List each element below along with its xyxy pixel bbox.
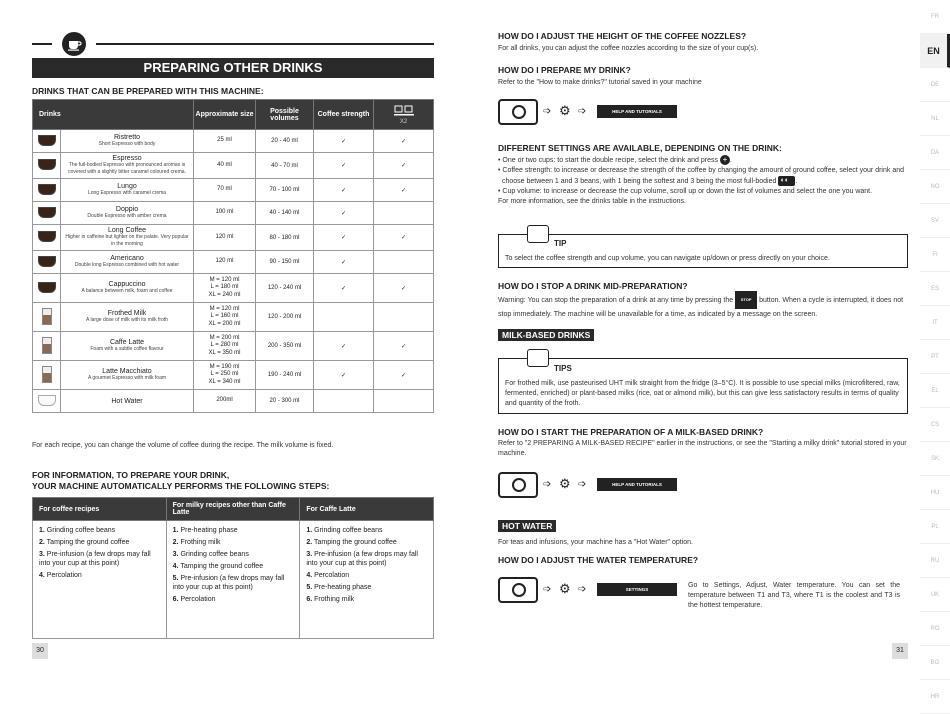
milk-question: HOW DO I START THE PREPARATION OF A MILK-BASED DRINK?	[498, 427, 764, 437]
list-item: 2. Frothing milk	[172, 539, 221, 546]
lang-tab-bg[interactable]: BG	[920, 646, 950, 680]
list-item: 2. Tamping the ground coffee	[306, 539, 397, 546]
drink-strength: ✓	[314, 274, 374, 303]
steps-col-header: For coffee recipes	[33, 498, 167, 521]
drink-strength	[314, 303, 374, 332]
step-text: Grinding coffee beans	[180, 551, 249, 558]
bullet-cups-text: One or two cups: to start the double recipe, select the drink and press	[502, 156, 718, 164]
drink-size: M = 120 ml L = 160 ml XL = 200 ml	[194, 303, 256, 332]
list-item: 1. Grinding coffee beans	[306, 527, 383, 534]
drink-x2	[374, 303, 434, 332]
drink-desc: Double long Espresso combined with hot water	[74, 262, 180, 268]
drink-size: 120 ml	[194, 225, 256, 251]
step-text: Pre-heating phase	[180, 527, 238, 534]
settings-button[interactable]: SETTINGS	[597, 583, 677, 596]
tip-label: TIP	[554, 239, 567, 248]
lang-tab-uk[interactable]: UK	[920, 578, 950, 612]
drink-size: 70 ml	[194, 179, 256, 202]
list-item: 3. Pre-infusion (a few drops may fall into your cup at this point)	[39, 551, 151, 567]
drink-strength: ✓	[314, 153, 374, 179]
drink-desc: A balance between milk, foam and coffee	[81, 288, 173, 294]
step-text: Grinding coffee beans	[314, 527, 383, 534]
lang-tab-en[interactable]: EN	[920, 34, 950, 68]
page-number-left: 30	[32, 643, 48, 659]
help-tutorials-button-2[interactable]: HELP AND TUTORIALS	[597, 478, 677, 491]
drink-strength: ✓	[314, 179, 374, 202]
drink-volumes: 70 - 100 ml	[256, 179, 314, 202]
arrow-right-icon: ➩	[543, 479, 552, 490]
drink-desc: The full-bodied Espresso with pronounced aromas is covered with a slightly bitter caramel coloured crema.	[68, 162, 186, 175]
list-item: 3. Pre-infusion (a few drops may fall into your cup at this point)	[306, 551, 418, 567]
tips-box	[498, 358, 908, 414]
header-rule-right	[96, 43, 434, 45]
drink-volumes: 90 - 150 ml	[256, 251, 314, 274]
drink-strength	[314, 390, 374, 413]
drink-name: Hot Water	[111, 397, 143, 405]
settings-question: DIFFERENT SETTINGS ARE AVAILABLE, DEPENDING ON THE DRINK:	[498, 143, 782, 153]
drink-size: 100 ml	[194, 202, 256, 225]
step-text: Percolation	[180, 596, 216, 603]
speech-bubble-icon	[527, 225, 549, 243]
step-text: Pre-heating phase	[314, 584, 372, 591]
drink-x2: ✓	[374, 225, 434, 251]
drink-name: Cappuccino	[108, 281, 146, 288]
step-text: Frothing milk	[314, 596, 355, 603]
touch-screen-icon	[498, 99, 538, 125]
drink-desc: Foam with a subtle coffee flavour	[90, 346, 164, 352]
list-item: 5. Pre-heating phase	[306, 584, 372, 591]
drink-strength: ✓	[314, 225, 374, 251]
drink-cup-icon	[33, 225, 61, 251]
table-row	[33, 202, 434, 225]
list-item: 1. Grinding coffee beans	[39, 527, 116, 534]
hot-water-text: For teas and infusions, your machine has a "Hot Water" option.	[498, 539, 693, 546]
tip-text: To select the coffee strength and cup volume, you can navigate up/down or press directly on your choice.	[505, 255, 830, 262]
steps-col-header: For Caffe Latte	[300, 498, 434, 521]
lang-tab-pl[interactable]: PL	[920, 510, 950, 544]
list-item: 4. Percolation	[39, 572, 82, 579]
drink-size: 25 ml	[194, 130, 256, 153]
step-text: Pre-infusion (a few drops may fall into your cup at this point)	[39, 551, 151, 567]
gear-icon: ⚙	[559, 581, 571, 596]
x2-label: X2	[399, 118, 408, 125]
drink-name: Frothed Milk	[107, 310, 147, 317]
drink-cup-icon	[33, 274, 61, 303]
step-text: Tamping the ground coffee	[313, 539, 397, 546]
tips-label: TIPS	[554, 364, 572, 373]
list-item: 4. Percolation	[306, 572, 350, 579]
drink-desc: Higher in caffeine but lighter on the palate. Very popular in the morning	[65, 234, 189, 247]
drink-size: M = 190 ml L = 250 ml XL = 340 ml	[194, 361, 256, 390]
drinks-heading: DRINKS THAT CAN BE PREPARED WITH THIS MACHINE:	[32, 86, 264, 96]
arrow-right-icon: ➩	[578, 584, 587, 595]
col-drinks: Drinks	[33, 100, 194, 130]
col-x2	[374, 100, 434, 130]
table-row	[33, 303, 434, 332]
col-volumes: Possible volumes	[256, 100, 314, 130]
drink-strength: ✓	[314, 251, 374, 274]
drink-cup-icon	[33, 130, 61, 153]
drink-size: M = 120 ml L = 180 ml XL = 240 ml	[194, 274, 256, 303]
col-strength: Coffee strength	[314, 100, 374, 130]
lang-tab-sv[interactable]: SV	[920, 204, 950, 238]
drink-volumes: 190 - 240 ml	[256, 361, 314, 390]
lang-tab-hr[interactable]: HR	[920, 680, 950, 714]
step-text: Pre-infusion (a few drops may fall into your cup at this point)	[172, 575, 285, 591]
col-size: Approximate size	[194, 100, 256, 130]
step-text: Frothing milk	[180, 539, 221, 546]
list-item: 6. Frothing milk	[306, 596, 355, 603]
lang-tab-no[interactable]: NO	[920, 170, 950, 204]
drink-x2	[374, 390, 434, 413]
drink-name: Americano	[110, 255, 144, 262]
header-rule-left	[32, 43, 52, 45]
speech-bubble-icon	[527, 349, 549, 367]
milk-answer: Refer to "2 PREPARING A MILK-BASED RECIPE" earlier in the instructions, or see the "Starting a milky drink" tutorial stored in your machine.	[498, 440, 907, 457]
drink-desc: A gourmet Espresso with milk foam	[87, 375, 167, 381]
temp-answer: Go to Settings, Adjust, Water temperature. You can set the temperature between T1 and T3, where T1 is the coolest and T3 is the hottest temperature.	[688, 582, 900, 609]
lang-tab-de[interactable]: DE	[920, 68, 950, 102]
step-text: Percolation	[314, 572, 350, 579]
lang-tab-fr[interactable]: FR	[920, 0, 950, 34]
settings-nav-row	[498, 577, 658, 603]
drink-name: Espresso	[112, 155, 142, 162]
help-nav-row	[498, 99, 678, 125]
drink-name: Ristretto	[113, 134, 141, 141]
drink-volumes: 200 - 350 ml	[256, 332, 314, 361]
arrow-right-icon: ➩	[578, 479, 587, 490]
lang-tab-es[interactable]: ES	[920, 272, 950, 306]
steps-col	[166, 521, 300, 639]
steps-table	[32, 497, 434, 639]
lang-tab-nl[interactable]: NL	[920, 102, 950, 136]
drink-x2: ✓	[374, 130, 434, 153]
steps-heading-2: YOUR MACHINE AUTOMATICALLY PERFORMS THE FOLLOWING STEPS:	[32, 481, 330, 491]
stop-answer-post: button. When a cycle is interrupted, it does not stop immediately. The machine will be unavailable for a time, as indicated by a message on the screen.	[498, 296, 904, 318]
stop-answer-pre: Warning: You can stop the preparation of a drink at any time by pressing the	[498, 296, 734, 304]
drink-cup-icon	[33, 361, 61, 390]
drink-name: Latte Macchiato	[102, 368, 152, 375]
drink-x2: ✓	[374, 179, 434, 202]
hot-water-tag: HOT WATER	[498, 520, 556, 532]
drink-name: Doppio	[115, 206, 139, 213]
drink-volumes: 20 - 300 ml	[256, 390, 314, 413]
drink-cup-icon	[33, 202, 61, 225]
table-row	[33, 251, 434, 274]
drink-size: 120 ml	[194, 251, 256, 274]
table-row	[33, 179, 434, 202]
beans-icon: ◐◐	[778, 176, 795, 186]
steps-col	[300, 521, 434, 639]
steps-col	[33, 521, 167, 639]
list-item: 1. Pre-heating phase	[172, 527, 238, 534]
two-cups-icon	[394, 105, 414, 117]
touch-screen-icon	[498, 577, 538, 603]
bullet-volume-text: Cup volume: to increase or decrease the cup volume, scroll up or down the list of volumes and select the one you want.	[502, 187, 873, 195]
table-row	[33, 153, 434, 179]
drink-size: 200ml	[194, 390, 256, 413]
drink-volumes: 80 - 180 ml	[256, 225, 314, 251]
drink-x2: ✓	[374, 361, 434, 390]
stop-answer	[498, 291, 910, 320]
step-text: Grinding coffee beans	[46, 527, 116, 534]
arrow-right-icon: ➩	[543, 584, 552, 595]
language-tabs	[920, 0, 950, 700]
arrow-right-icon: ➩	[543, 106, 552, 117]
drink-cup-icon	[33, 332, 61, 361]
drink-x2: ✓	[374, 332, 434, 361]
drink-cup-icon	[33, 153, 61, 179]
lang-tab-ro[interactable]: RO	[920, 612, 950, 646]
drink-cup-icon	[33, 390, 61, 413]
lang-tab-da[interactable]: DA	[920, 136, 950, 170]
lang-tab-cs[interactable]: CS	[920, 408, 950, 442]
drink-volumes: 40 - 140 ml	[256, 202, 314, 225]
coffee-cup-icon	[62, 32, 86, 56]
drink-strength: ✓	[314, 202, 374, 225]
step-text: Percolation	[46, 572, 82, 579]
bullet-strength-text: Coffee strength: to increase or decrease the strength of the coffee by changing the amount of ground coffee, select your drink and choose between 1 and 3 beans, with 1 being the softest and 3 being the most full-bodied	[502, 166, 904, 185]
table-row	[33, 225, 434, 251]
drink-x2: ✓	[374, 153, 434, 179]
list-item: 4. Tamping the ground coffee	[172, 563, 264, 570]
help-tutorials-button[interactable]: HELP AND TUTORIALS	[597, 105, 677, 118]
steps-col-header: For milky recipes other than Caffe Latte	[166, 498, 300, 521]
prepare-answer: Refer to the "How to make drinks?" tutorial saved in your machine	[498, 79, 702, 86]
drink-volumes: 120 - 240 ml	[256, 274, 314, 303]
nozzle-question: HOW DO I ADJUST THE HEIGHT OF THE COFFEE NOZZLES?	[498, 31, 747, 41]
list-item: 6. Percolation	[172, 596, 216, 603]
drink-name: Lungo	[117, 183, 137, 190]
page-title: PREPARING OTHER DRINKS	[32, 58, 434, 78]
lang-tab-sk[interactable]: SK	[920, 442, 950, 476]
prepare-question: HOW DO I PREPARE MY DRINK?	[498, 65, 631, 75]
nozzle-answer: For all drinks, you can adjust the coffee nozzles according to the size of your cup(s).	[498, 45, 759, 52]
gear-icon: ⚙	[559, 103, 571, 118]
list-item: 5. Pre-infusion (a few drops may fall into your cup at this point)	[172, 575, 285, 591]
left-page	[0, 0, 475, 674]
drink-name: Long Coffee	[107, 227, 146, 234]
list-item: 3. Grinding coffee beans	[172, 551, 249, 558]
help-nav-row-2	[498, 472, 678, 498]
lang-tab-el[interactable]: EL	[920, 374, 950, 408]
lang-tab-hu[interactable]: HU	[920, 476, 950, 510]
drink-strength: ✓	[314, 332, 374, 361]
steps-heading-1: FOR INFORMATION, TO PREPARE YOUR DRINK,	[32, 470, 230, 480]
right-page	[475, 0, 950, 700]
table-row	[33, 361, 434, 390]
table-row	[33, 332, 434, 361]
lang-tab-ru[interactable]: RU	[920, 544, 950, 578]
drink-cup-icon	[33, 251, 61, 274]
drink-volumes: 40 - 70 ml	[256, 153, 314, 179]
touch-screen-icon	[498, 472, 538, 498]
drink-x2: ✓	[374, 274, 434, 303]
table-row	[33, 130, 434, 153]
drink-volumes: 120 - 200 ml	[256, 303, 314, 332]
drink-x2	[374, 202, 434, 225]
drink-cup-icon	[33, 303, 61, 332]
table-row	[33, 274, 434, 303]
bullet-volume: • Cup volume: to increase or decrease the cup volume, scroll up or down the list of volumes and select the one you want.	[498, 187, 873, 195]
lang-tab-it[interactable]: IT	[920, 306, 950, 340]
drink-cup-icon	[33, 179, 61, 202]
settings-list	[498, 155, 910, 207]
drink-desc: Short Espresso with body	[98, 141, 156, 147]
drink-strength: ✓	[314, 361, 374, 390]
bullet-strength: • Coffee strength: to increase or decrease the strength of the coffee by changing the amount of ground coffee, select your drink and choose between 1 and 3 beans, with 1 being the softest and 3 being the most full-bodied ◐◐ .	[498, 166, 904, 185]
page-number-right: 31	[892, 643, 908, 659]
drink-size: 40 ml	[194, 153, 256, 179]
arrow-right-icon: ➩	[578, 106, 587, 117]
drink-name: Caffe Latte	[109, 339, 145, 346]
drink-desc: Long Espresso with caramel crema	[87, 190, 167, 196]
drink-strength: ✓	[314, 130, 374, 153]
lang-tab-fi[interactable]: FI	[920, 238, 950, 272]
stop-button[interactable]: STOP	[735, 291, 757, 309]
tip-box	[498, 234, 908, 268]
tips-text: For frothed milk, use pasteurised UHT milk straight from the fridge (3–5°C). It is possible to use special milks (microfiltered, raw, fermented, enriched) or plant-based milks (rice, oat or almond milk), but this can give less satisfactory results in terms of quality and quantity of the froth.	[505, 380, 900, 407]
drinks-table	[32, 99, 434, 413]
plus-icon: +	[720, 155, 730, 165]
gear-icon: ⚙	[559, 476, 571, 491]
table-row	[33, 390, 434, 413]
drink-volumes: 20 - 40 ml	[256, 130, 314, 153]
step-text: Pre-infusion (a few drops may fall into your cup at this point)	[306, 551, 418, 567]
drink-desc: A large dose of milk with its milk froth	[86, 317, 168, 323]
stop-question: HOW DO I STOP A DRINK MID-PREPARATION?	[498, 281, 688, 291]
recipe-note: For each recipe, you can change the volume of coffee during the recipe. The milk volume is fixed.	[32, 442, 334, 449]
lang-tab-pt[interactable]: PT	[920, 340, 950, 374]
list-item: 2. Tamping the ground coffee	[39, 539, 130, 546]
drink-desc: Double Espresso with amber crema	[87, 213, 167, 219]
step-text: Tamping the ground coffee	[46, 539, 130, 546]
more-info: For more information, see the drinks table in the instructions.	[498, 197, 686, 205]
milk-section-tag: MILK-BASED DRINKS	[498, 329, 594, 341]
bullet-cups: • One or two cups: to start the double recipe, select the drink and press + .	[498, 155, 732, 164]
step-text: Tamping the ground coffee	[180, 563, 264, 570]
drink-size: M = 200 ml L = 280 ml XL = 350 ml	[194, 332, 256, 361]
drink-x2	[374, 251, 434, 274]
temp-question: HOW DO I ADJUST THE WATER TEMPERATURE?	[498, 555, 699, 565]
